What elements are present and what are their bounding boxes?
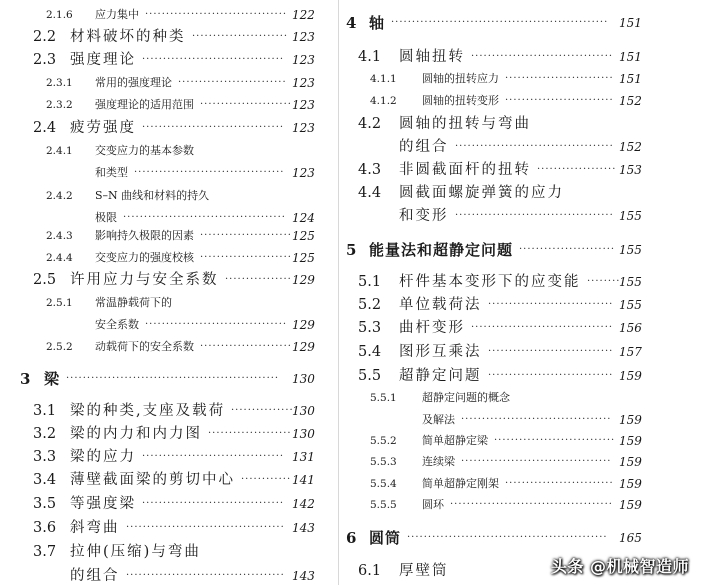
section-number: 2.4: [33, 120, 57, 136]
toc-entry: [0, 118, 335, 138]
section-title: 薄壁截面梁的剪切中心: [70, 472, 235, 488]
section-title: 影响持久极限的因素: [95, 229, 194, 242]
section-number: 2.5.2: [46, 341, 73, 353]
page-number: 155: [619, 275, 642, 289]
section-number: 2.3.1: [46, 77, 73, 89]
section-number: 4.1.2: [370, 95, 397, 107]
section-number: 3.1: [33, 403, 57, 419]
toc-entry: [0, 248, 335, 268]
section-title: 简单超静定刚架: [422, 477, 499, 490]
toc-entry: [0, 424, 335, 444]
section-title: 常温静载荷下的: [95, 296, 172, 309]
section-number: 3.6: [33, 520, 57, 536]
dot-leader: ·······································: [123, 212, 286, 223]
dot-leader: ···················································: [66, 373, 280, 384]
toc-entry: [346, 91, 703, 111]
section-title: 的组合: [70, 568, 120, 584]
page-number: 151: [619, 72, 642, 86]
section-title: 连续梁: [422, 455, 455, 468]
section-title: 和变形: [399, 208, 449, 224]
page-number: 159: [619, 413, 642, 427]
section-number: 5.2: [358, 297, 382, 313]
section-title: 梁的种类,支座及载荷: [70, 403, 226, 419]
section-number: 2.2: [33, 29, 57, 45]
toc-entry: [346, 295, 703, 315]
toc-entry: [0, 369, 335, 389]
section-title: 拉伸(压缩)与弯曲: [70, 544, 201, 560]
toc-entry: [346, 528, 703, 548]
section-number: 2.4.2: [46, 190, 73, 202]
toc-entry: [346, 452, 703, 472]
section-number: 4: [346, 14, 357, 32]
section-title: 圆轴扭转: [399, 49, 465, 65]
section-number: 4.1.1: [370, 73, 397, 85]
section-number: 5.5.5: [370, 499, 397, 511]
page-number: 122: [292, 8, 315, 22]
dot-leader: ··································: [142, 498, 285, 509]
toc-entry: [346, 388, 703, 408]
dot-leader: ······································: [126, 570, 285, 581]
section-title: 及解法: [422, 413, 455, 426]
dot-leader: ····································: [134, 167, 285, 178]
section-number: 3.5: [33, 496, 57, 512]
page-number: 123: [292, 121, 315, 135]
page-number: 130: [292, 404, 315, 418]
toc-entry: [0, 163, 335, 183]
toc-entry: [0, 518, 335, 538]
dot-leader: ······················: [200, 99, 292, 110]
toc-entry: [0, 50, 335, 70]
dot-leader: ··························: [505, 478, 614, 489]
toc-entry: [346, 47, 703, 67]
dot-leader: ··································: [142, 122, 285, 133]
toc-entry: [0, 208, 335, 228]
toc-entry: [0, 186, 335, 206]
page-number: 155: [619, 209, 642, 223]
dot-leader: ·······································: [450, 499, 613, 510]
page-number: 123: [292, 166, 315, 180]
section-title: 的组合: [399, 139, 449, 155]
dot-leader: ······························: [488, 299, 614, 310]
dot-leader: ···············: [231, 405, 294, 416]
page-number: 129: [292, 273, 315, 287]
toc-entry: [0, 315, 335, 335]
dot-leader: ····································: [461, 414, 612, 425]
section-title: 交变应力的基本参数: [95, 144, 194, 157]
section-title: 超静定问题: [399, 368, 482, 384]
column-divider: [338, 0, 339, 585]
section-number: 5: [346, 241, 357, 259]
dot-leader: ··································: [142, 451, 285, 462]
toc-entry: [346, 183, 703, 203]
section-number: 4.4: [358, 185, 382, 201]
section-title: 图形互乘法: [399, 344, 482, 360]
page-number: 125: [292, 251, 315, 265]
page-number: 151: [619, 16, 642, 30]
section-title: 强度理论: [70, 52, 136, 68]
page-number: 159: [619, 498, 642, 512]
dot-leader: ··································: [142, 54, 285, 65]
toc-entry: [346, 272, 703, 292]
toc-entry: [0, 447, 335, 467]
toc-entry: [0, 566, 335, 586]
toc-entry: [346, 342, 703, 362]
page-number: 124: [292, 211, 315, 225]
dot-leader: ··································: [471, 322, 614, 333]
toc-entry: [0, 470, 335, 490]
toc-entry: [0, 494, 335, 514]
dot-leader: ······················: [200, 252, 292, 263]
dot-leader: ······················: [200, 341, 292, 352]
section-number: 5.5.4: [370, 478, 397, 490]
section-number: 3.3: [33, 449, 57, 465]
dot-leader: ··························: [178, 77, 287, 88]
toc-entry: [346, 69, 703, 89]
dot-leader: ··································: [145, 319, 288, 330]
section-title: 交变应力的强度校核: [95, 251, 194, 264]
section-number: 6: [346, 529, 357, 547]
section-title: 超静定问题的概念: [422, 391, 510, 404]
toc-entry: [0, 73, 335, 93]
section-title: 圆筒: [369, 529, 402, 547]
section-number: 4.3: [358, 162, 382, 178]
section-title: 单位载荷法: [399, 297, 482, 313]
section-title: 许用应力与安全系数: [70, 272, 219, 288]
section-number: 3.4: [33, 472, 57, 488]
dot-leader: ·······················: [192, 31, 289, 42]
page-number: 123: [292, 98, 315, 112]
toc-entry: [0, 5, 335, 25]
dot-leader: ··························: [505, 95, 614, 106]
toc-entry: [346, 114, 703, 134]
toc-entry: [346, 366, 703, 386]
page-number: 130: [292, 372, 315, 386]
section-title: 强度理论的适用范围: [95, 98, 194, 111]
page-number: 152: [619, 94, 642, 108]
section-title: 曲杆变形: [399, 320, 465, 336]
section-number: 5.5.2: [370, 435, 397, 447]
page-number: 142: [292, 497, 315, 511]
section-title: 杆件基本变形下的应变能: [399, 274, 581, 290]
section-number: 2.5.1: [46, 297, 73, 309]
toc-entry: [0, 270, 335, 290]
section-number: 5.5.1: [370, 392, 397, 404]
toc-entry: [346, 495, 703, 515]
dot-leader: ····················································: [391, 17, 609, 28]
section-title: 圆环: [422, 498, 444, 511]
section-number: 4.1: [358, 49, 382, 65]
section-title: 梁的应力: [70, 449, 136, 465]
toc-entry: [0, 226, 335, 246]
toc-entry: [0, 141, 335, 161]
section-title: 轴: [369, 14, 386, 32]
section-title: 安全系数: [95, 318, 139, 331]
section-title: 极限: [95, 211, 117, 224]
section-title: 梁的内力和内力图: [70, 426, 202, 442]
dot-leader: ··························: [505, 73, 614, 84]
section-title: 圆截面螺旋弹簧的应力: [399, 185, 564, 201]
toc-entry: [0, 293, 335, 313]
dot-leader: ············: [241, 474, 292, 485]
dot-leader: ··································: [145, 9, 288, 20]
page-number: 143: [292, 569, 315, 583]
page-number: 123: [292, 53, 315, 67]
section-number: 2.4.4: [46, 252, 73, 264]
page-number: 159: [619, 369, 642, 383]
page-number: 123: [292, 30, 315, 44]
section-number: 3.2: [33, 426, 57, 442]
toc-entry: [0, 542, 335, 562]
toc-entry: [346, 318, 703, 338]
toc-entry: [346, 13, 703, 33]
page-number: 131: [292, 450, 315, 464]
dot-leader: ····································: [461, 456, 612, 467]
toc-entry: [0, 27, 335, 47]
section-title: 常用的强度理论: [95, 76, 172, 89]
page-number: 159: [619, 477, 642, 491]
dot-leader: ······························: [488, 370, 614, 381]
section-number: 6.1: [358, 563, 382, 579]
dot-leader: ······································: [455, 210, 614, 221]
page-number: 156: [619, 321, 642, 335]
watermark: 头条 @机械智造师: [550, 557, 689, 576]
toc-entry: [346, 206, 703, 226]
section-number: 5.1: [358, 274, 382, 290]
page-number: 152: [619, 140, 642, 154]
section-title: 应力集中: [95, 8, 139, 21]
page-number: 141: [292, 473, 315, 487]
section-title: 能量法和超静定问题: [369, 241, 514, 259]
section-number: 4.2: [358, 116, 382, 132]
dot-leader: ···················: [537, 164, 617, 175]
section-number: 2.4.3: [46, 230, 73, 242]
toc-entry: [346, 240, 703, 260]
page-number: 155: [619, 243, 642, 257]
section-title: 简单超静定梁: [422, 434, 488, 447]
section-title: 等强度梁: [70, 496, 136, 512]
section-number: 5.4: [358, 344, 382, 360]
section-number: 5.5.3: [370, 456, 397, 468]
section-title: 圆轴的扭转变形: [422, 94, 499, 107]
page-number: 157: [619, 345, 642, 359]
section-number: 2.4.1: [46, 145, 73, 157]
section-number: 2.1.6: [46, 9, 73, 21]
page-number: 143: [292, 521, 315, 535]
dot-leader: ················································: [407, 532, 608, 543]
dot-leader: ····················: [208, 428, 292, 439]
section-title: 梁: [44, 370, 61, 388]
toc-entry: [0, 401, 335, 421]
section-title: 非圆截面杆的扭转: [399, 162, 531, 178]
page-number: 130: [292, 427, 315, 441]
dot-leader: ······································: [455, 141, 614, 152]
section-title: 圆轴的扭转应力: [422, 72, 499, 85]
section-title: 厚壁筒: [399, 563, 449, 579]
page-number: 123: [292, 76, 315, 90]
section-number: 2.3: [33, 52, 57, 68]
toc-entry: [0, 337, 335, 357]
section-title: S–N 曲线和材料的持久: [95, 189, 210, 202]
section-title: 疲劳强度: [70, 120, 136, 136]
section-title: 圆轴的扭转与弯曲: [399, 116, 531, 132]
toc-entry: [346, 410, 703, 430]
dot-leader: ··································: [471, 51, 614, 62]
section-number: 2.3.2: [46, 99, 73, 111]
dot-leader: ················: [225, 274, 292, 285]
section-title: 动载荷下的安全系数: [95, 340, 194, 353]
dot-leader: ·······················: [519, 244, 616, 255]
page-number: 155: [619, 298, 642, 312]
dot-leader: ······································: [126, 522, 285, 533]
dot-leader: ······························: [488, 346, 614, 357]
section-number: 5.5: [358, 368, 382, 384]
toc-entry: [0, 95, 335, 115]
page-number: 129: [292, 318, 315, 332]
toc-entry: [346, 137, 703, 157]
toc-entry: [346, 431, 703, 451]
section-title: 斜弯曲: [70, 520, 120, 536]
page-number: 151: [619, 50, 642, 64]
section-title: 材料破坏的种类: [70, 29, 186, 45]
toc-entry: [346, 474, 703, 494]
page-number: 165: [619, 531, 642, 545]
dot-leader: ······················: [200, 230, 292, 241]
page-number: 159: [619, 455, 642, 469]
section-number: 3: [20, 370, 31, 388]
page-number: 153: [619, 163, 642, 177]
toc-entry: [346, 160, 703, 180]
page-number: 159: [619, 434, 642, 448]
page-number: 129: [292, 340, 315, 354]
section-number: 5.3: [358, 320, 382, 336]
section-number: 2.5: [33, 272, 57, 288]
dot-leader: ·····························: [494, 435, 616, 446]
dot-leader: ········: [587, 276, 621, 287]
page-number: 125: [292, 229, 315, 243]
section-title: 和类型: [95, 166, 128, 179]
section-number: 3.7: [33, 544, 57, 560]
